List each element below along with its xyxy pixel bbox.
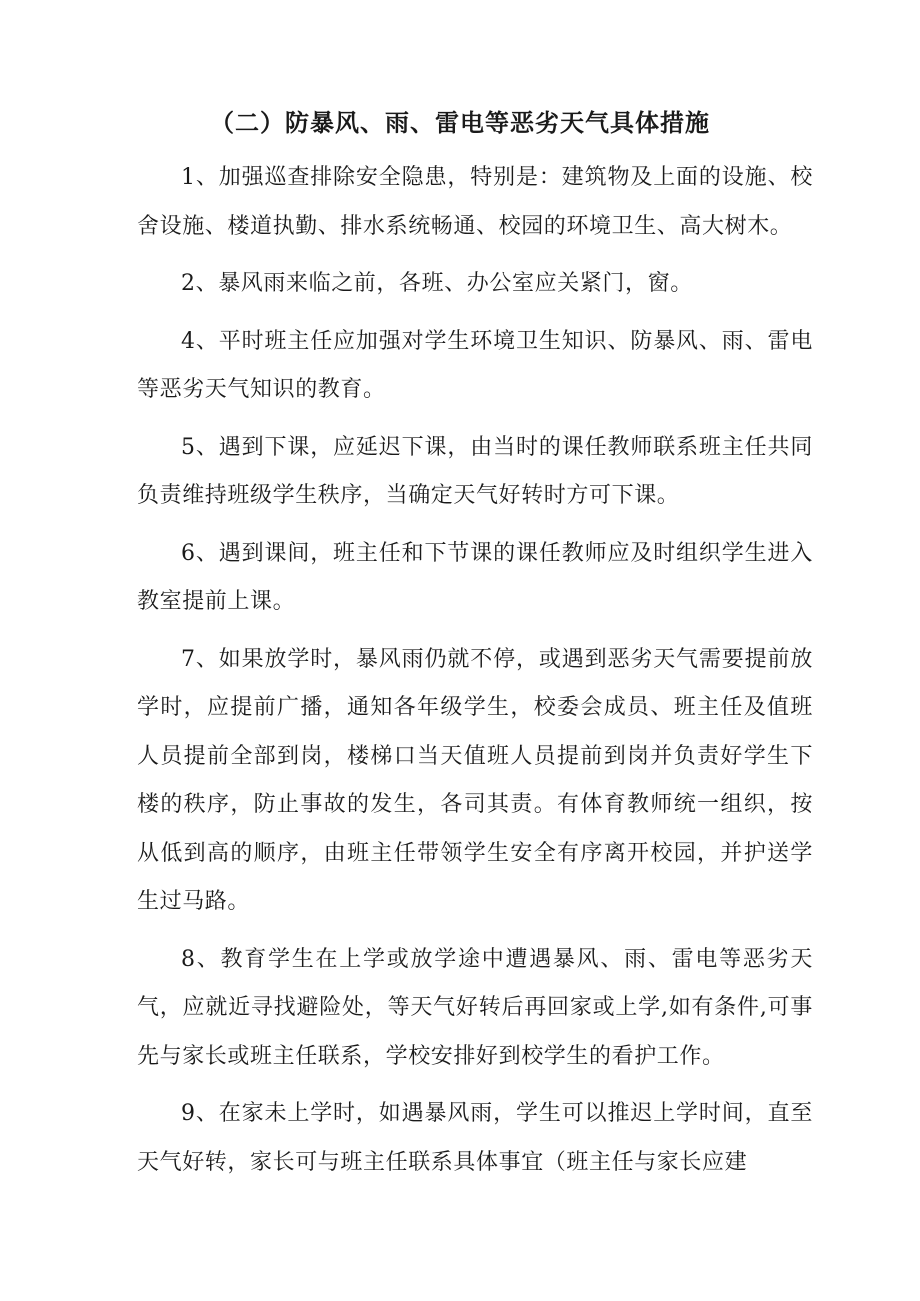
paragraph-5: 5、遇到下课，应延迟下课，由当时的课任教师联系班主任共同负责维持班级学生秩序，当确定天气好转时方可下课。 bbox=[137, 434, 813, 508]
paragraph-4: 4、平时班主任应加强对学生环境卫生知识、防暴风、雨、雷电等恶劣天气知识的教育。 bbox=[137, 328, 813, 402]
paragraph-2: 2、暴风雨来临之前，各班、办公室应关紧门，窗。 bbox=[181, 271, 693, 296]
document-title: （二）防暴风、雨、雷电等恶劣天气具体措施 bbox=[210, 108, 710, 137]
paragraph-6: 6、遇到课间，班主任和下节课的课任教师应及时组织学生进入教室提前上课。 bbox=[137, 540, 813, 614]
document-body bbox=[137, 154, 813, 1196]
paragraph-1: 1、加强巡查排除安全隐患，特别是：建筑物及上面的设施、校舍设施、楼道执勤、排水系统畅通、校园的环境卫生、高大树木。 bbox=[137, 165, 813, 239]
paragraph-9: 9、在家未上学时，如遇暴风雨，学生可以推迟上学时间，直至天气好转，家长可与班主任联系具体事宜（班主任与家长应建 bbox=[137, 1101, 813, 1175]
paragraph-7: 7、如果放学时，暴风雨仍就不停，或遇到恶劣天气需要提前放学时，应提前广播，通知各年级学生，校委会成员、班主任及值班人员提前全部到岗，楼梯口当天值班人员提前到岗并负责好学生下楼的秩序，防止事故的发生，各司其责。有体育教师统一组织，按从低到高的顺序，由班主任带领学生安全有序离开校园，并护送学生过马路。 bbox=[137, 646, 813, 914]
paragraph-8: 8、教育学生在上学或放学途中遭遇暴风、雨、雷电等恶劣天气，应就近寻找避险处，等天气好转后再回家或上学,如有条件,可事先与家长或班主任联系，学校安排好到校学生的看护工作。 bbox=[137, 946, 813, 1069]
